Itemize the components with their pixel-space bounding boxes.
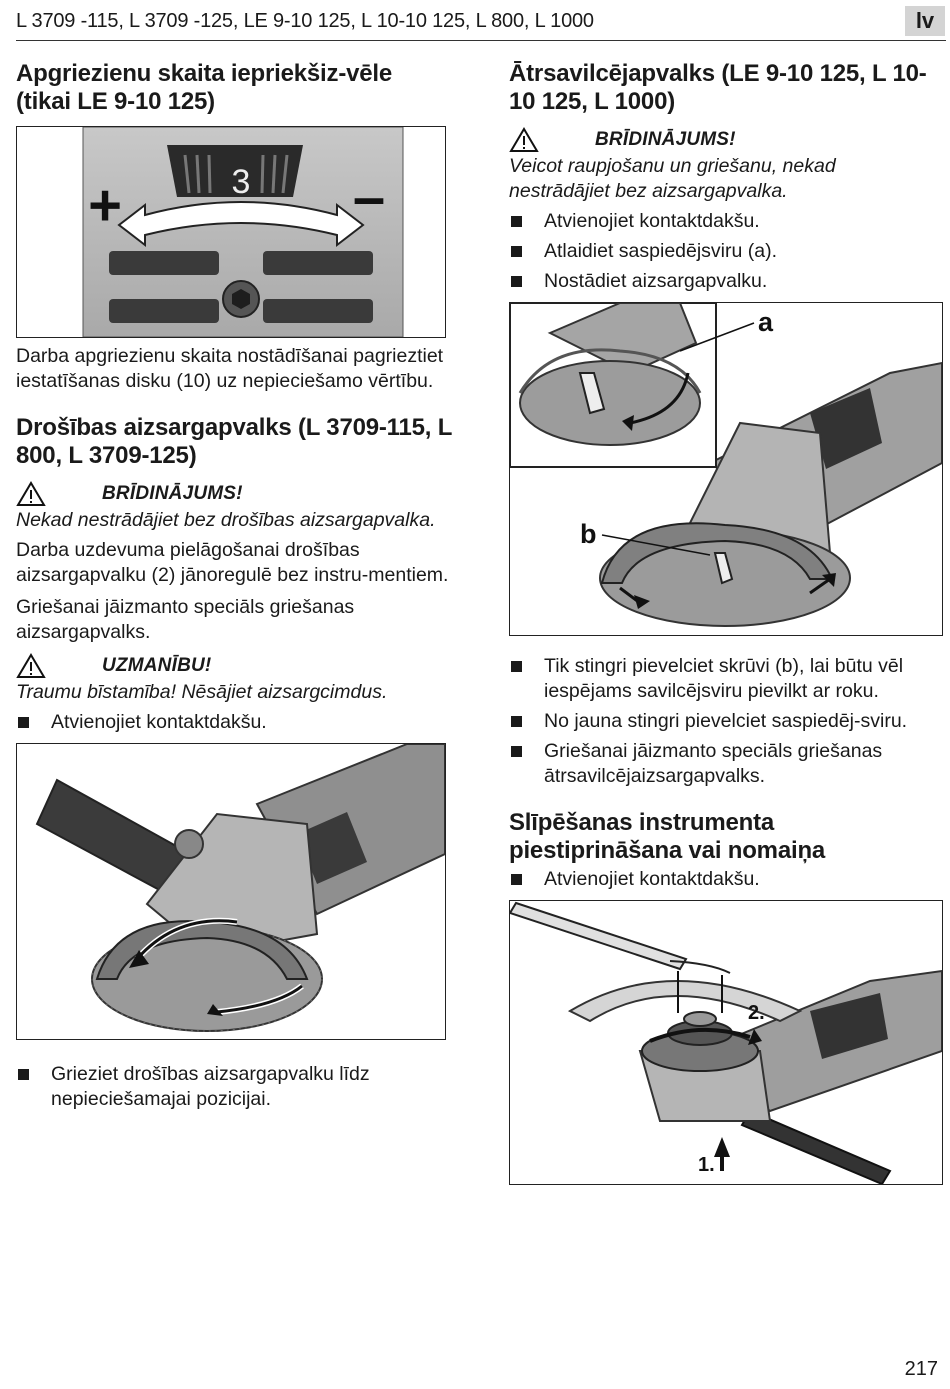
- quick-warning-label: BRĪDINĀJUMS!: [595, 129, 736, 150]
- quick-warning-text: Veicot raupjošanu un griešanu, nekad nestrādājiet bez aizsargapvalka.: [509, 155, 836, 202]
- guard-final-bullets: [16, 1062, 456, 1112]
- language-badge: lv: [905, 6, 945, 36]
- minus-sign: –: [352, 165, 386, 230]
- list-item: Griešanai jāizmanto speciāls griešanas ātrsavilcējaizsargapvalks.: [509, 739, 934, 789]
- list-item: Grieziet drošības aizsargapvalku līdz nepieciešamajai pozicijai.: [16, 1062, 456, 1112]
- list-item: Nostādiet aizsargapvalku.: [509, 269, 934, 294]
- quick-bullets-a: [509, 209, 934, 294]
- guard-heading: Drošības aizsargapvalks (L 3709-115, L 800, L 3709-125): [16, 414, 452, 469]
- quick-warning-header: [509, 126, 934, 154]
- dial-value: 3: [231, 163, 251, 201]
- tool-mounting-heading: Slīpēšanas instrumenta piestiprināšana vai nomaiņa: [509, 809, 826, 864]
- list-item: Atvienojiet kontaktdakšu.: [16, 710, 456, 735]
- quick-guard-heading: Ātrsavilcējapvalks (LE 9-10 125, L 10-10 125, L 1000): [509, 60, 927, 115]
- header-title: L 3709 -115, L 3709 -125, LE 9-10 125, L 10-10 125, L 800, L 1000: [16, 10, 594, 32]
- guard-warning-text: Nekad nestrādājiet bez drošības aizsargapvalka.: [16, 509, 436, 531]
- right-column: [509, 60, 934, 1185]
- left-column: [16, 60, 456, 1117]
- list-item: Atvienojiet kontaktdakšu.: [509, 867, 934, 892]
- plus-sign: +: [88, 173, 122, 238]
- page-number: 217: [904, 1358, 938, 1380]
- caution-triangle-icon: [16, 653, 46, 679]
- tool-bullets: [509, 867, 934, 892]
- guard-para-adjust: Darba uzdevuma pielāgošanai drošības aizsargapvalku (2) jānoregulē bez instru-mentiem.: [16, 539, 449, 586]
- step-1-label: 1.: [698, 1154, 715, 1176]
- label-a: a: [758, 307, 774, 337]
- guard-rotation-figure: [16, 743, 446, 1040]
- guard-warning-label: BRĪDINĀJUMS!: [102, 483, 243, 504]
- list-item: Tik stingri pievelciet skrūvi (b), lai būtu vēl iespējams savilcējsviru pievilkt ar roku.: [509, 654, 934, 704]
- speed-preselection-heading: Apgriezienu skaita iepriekšiz-vēle (tikai LE 9-10 125): [16, 60, 393, 115]
- guard-para-cutting: Griešanai jāizmanto speciāls griešanas aizsargapvalks.: [16, 596, 355, 643]
- guard-caution-text: Traumu bīstamība! Nēsājiet aizsargcimdus.: [16, 681, 388, 703]
- list-item: Atlaidiet saspiedējsviru (a).: [509, 239, 934, 264]
- tool-mounting-figure: [509, 900, 943, 1185]
- list-item: No jauna stingri pievelciet saspiedēj-sviru.: [509, 709, 934, 734]
- speed-dial-figure: [16, 126, 446, 338]
- guard-caution-label: UZMANĪBU!: [102, 655, 212, 676]
- warning-triangle-icon: [509, 127, 539, 153]
- step-2-label: 2.: [748, 1002, 765, 1024]
- quick-bullets-b: [509, 654, 934, 789]
- header-divider: [16, 40, 946, 41]
- guard-bullets: [16, 710, 456, 735]
- guard-warning-header: [16, 480, 456, 508]
- speed-instruction-text: Darba apgriezienu skaita nostādīšanai pagrieztiet iestatīšanas disku (10) uz nepieciešamo vērtību.: [16, 345, 444, 392]
- label-b: b: [580, 519, 597, 549]
- quick-guard-figure: [509, 302, 943, 636]
- guard-caution-header: [16, 652, 456, 680]
- warning-triangle-icon: [16, 481, 46, 507]
- list-item: Atvienojiet kontaktdakšu.: [509, 209, 934, 234]
